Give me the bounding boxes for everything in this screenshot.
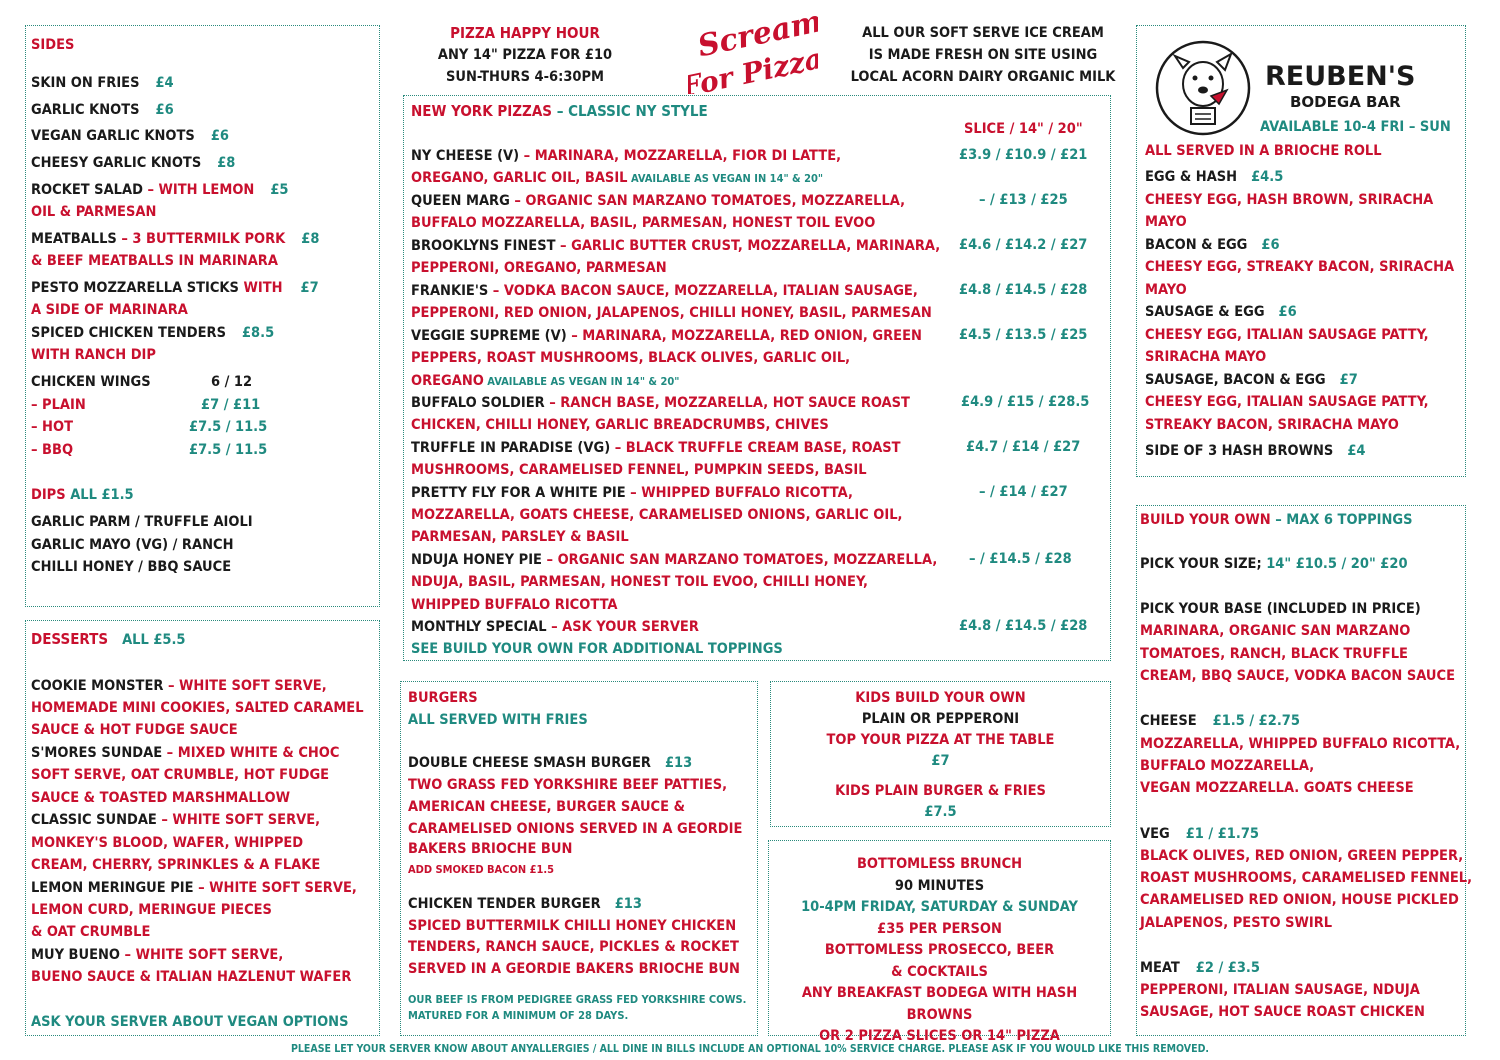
pizza-price: £4.8 / £14.5 / £28 (959, 618, 1088, 634)
item-description: SAUCE & TOASTED MARSHMALLOW (31, 790, 290, 806)
pizza-price: – / £13 / £25 (979, 192, 1068, 208)
base-options: MARINARA, ORGANIC SAN MARZANO (1140, 623, 1411, 639)
burgers-section (400, 681, 758, 1036)
topping-list: VEGAN MOZZARELLA. GOATS CHEESE (1140, 780, 1414, 796)
kids-line: TOP YOUR PIZZA AT THE TABLE (826, 732, 1055, 748)
logo-graphic (688, 8, 818, 94)
item-description: SPICED BUTTERMILK CHILLI HONEY CHICKEN (408, 918, 737, 934)
item-description: OREGANO, GARLIC OIL, BASIL AVAILABLE AS VEGAN IN 14" & 20" (411, 170, 824, 186)
pizza-item: BUFFALO SOLDIER – RANCH BASE, MOZZARELLA, HOT SAUCE ROAST (411, 395, 910, 411)
item-description: SOFT SERVE, OAT CRUMBLE, HOT FUDGE (31, 767, 330, 783)
wings-price: £7 / £11 (201, 397, 261, 413)
ice-cream-note (838, 22, 1128, 88)
dessert-item: CLASSIC SUNDAE – WHITE SOFT SERVE, (31, 812, 321, 828)
ice-cream-line: LOCAL ACORN DAIRY ORGANIC MILK (850, 69, 1116, 85)
item-description: STREAKY BACON, SRIRACHA MAYO (1145, 417, 1399, 433)
dessert-item: COOKIE MONSTER – WHITE SOFT SERVE, (31, 678, 327, 694)
size-option: PICK YOUR SIZE; 14" £10.5 / 20" £20 (1140, 556, 1408, 572)
brunch-line: BOTTOMLESS PROSECCO, BEER (824, 942, 1055, 958)
dips-heading: DIPS ALL £1.5 (31, 487, 134, 503)
item-description: CHICKEN, CHILLI HONEY, GARLIC BREADCRUMBS, CHIVES (411, 417, 829, 433)
pizza-price: £3.9 / £10.9 / £21 (959, 147, 1088, 163)
item-description: MAYO (1145, 282, 1187, 298)
menu-item: MEATBALLS – 3 BUTTERMILK PORK £8 (31, 231, 320, 247)
sides-title: SIDES (31, 37, 75, 53)
item-description: MAYO (1145, 214, 1187, 230)
item-description: TWO GRASS FED YORKSHIRE BEEF PATTIES, (408, 777, 728, 793)
topping-category: VEG £1 / £1.75 (1140, 826, 1259, 842)
build-heading: BUILD YOUR OWN – MAX 6 TOPPINGS (1140, 512, 1413, 528)
topping-category: MEAT £2 / £3.5 (1140, 960, 1260, 976)
item-description: PARMESAN, PARSLEY & BASIL (411, 529, 629, 545)
add-on-note: ADD SMOKED BACON £1.5 (408, 863, 555, 876)
pizza-price: £4.8 / £14.5 / £28 (959, 282, 1088, 298)
menu-item: CHEESY GARLIC KNOTS £8 (31, 155, 236, 171)
item-description: AMERICAN CHEESE, BURGER SAUCE & (408, 799, 685, 815)
item-description: OREGANO AVAILABLE AS VEGAN IN 14" & 20" (411, 373, 680, 389)
happy-hour-title: PIZZA HAPPY HOUR (450, 24, 600, 42)
wings-sizes: 6 / 12 (211, 374, 253, 390)
topping-list: CARAMELISED RED ONION, HOUSE PICKLED (1140, 892, 1459, 908)
item-description: CREAM, CHERRY, SPRINKLES & A FLAKE (31, 857, 321, 873)
item-description: & OAT CRUMBLE (31, 924, 151, 940)
item-description: OIL & PARMESAN (31, 204, 157, 220)
bodega-item: BACON & EGG £6 (1145, 237, 1280, 253)
kids-title: KIDS BUILD YOUR OWN (855, 690, 1026, 706)
topping-list: BUFFALO MOZZARELLA, (1140, 758, 1315, 774)
item-description: A SIDE OF MARINARA (31, 302, 188, 318)
item-description: & BEEF MEATBALLS IN MARINARA (31, 253, 278, 269)
footer-note: PLEASE LET YOUR SERVER KNOW ABOUT ANYALLERGIES / ALL DINE IN BILLS INCLUDE AN OPTIONAL 10% SERVICE CHARGE. PLEASE ASK IF YOU WOULD LIKE THIS REMOVED. (290, 1043, 1210, 1055)
dessert-item: S'MORES SUNDAE – MIXED WHITE & CHOC (31, 745, 340, 761)
item-description: PEPPERS, ROAST MUSHROOMS, BLACK OLIVES, GARLIC OIL, (411, 350, 851, 366)
topping-category: CHEESE £1.5 / £2.75 (1140, 713, 1300, 729)
pizza-item: NDUJA HONEY PIE – ORGANIC SAN MARZANO TOMATOES, MOZZARELLA, (411, 552, 938, 568)
pizza-price: – / £14 / £27 (979, 484, 1068, 500)
item-description: WITH RANCH DIP (31, 347, 156, 363)
menu-item: GARLIC KNOTS £6 (31, 102, 174, 118)
dips-line: GARLIC MAYO (VG) / RANCH (31, 537, 234, 553)
happy-hour-offer: ANY 14" PIZZA FOR £10 (437, 47, 613, 63)
menu-item: SKIN ON FRIES £4 (31, 75, 174, 91)
item-description: MOZZARELLA, GOATS CHEESE, CARAMELISED ONIONS, GARLIC OIL, (411, 507, 903, 523)
logo (688, 8, 818, 94)
beef-note: OUR BEEF IS FROM PEDIGREE GRASS FED YORKSHIRE COWS. (408, 993, 747, 1006)
build-own-note: SEE BUILD YOUR OWN FOR ADDITIONAL TOPPINGS (411, 641, 783, 657)
pizza-sizes-header: SLICE / 14" / 20" (964, 121, 1083, 137)
dog-logo-icon (1153, 38, 1253, 138)
bodega-section (1136, 25, 1466, 477)
item-description: CHEESY EGG, ITALIAN SAUSAGE PATTY, (1145, 327, 1429, 343)
topping-list: ROAST MUSHROOMS, CARAMELISED FENNEL, (1140, 870, 1473, 886)
beef-note: MATURED FOR A MINIMUM OF 28 DAYS. (408, 1009, 629, 1022)
item-description: SAUCE & HOT FUDGE SAUCE (31, 722, 238, 738)
item-description: SERVED IN A GEORDIE BAKERS BRIOCHE BUN (408, 961, 740, 977)
happy-hour-block (410, 22, 640, 88)
topping-list: SAUSAGE, HOT SAUCE ROAST CHICKEN (1140, 1004, 1425, 1020)
pizza-item: MONTHLY SPECIAL – ASK YOUR SERVER (411, 619, 699, 635)
item-description: BUFFALO MOZZARELLA, BASIL, PARMESAN, HONEST TOIL EVOO (411, 215, 876, 231)
ice-cream-line: IS MADE FRESH ON SITE USING (868, 47, 1098, 63)
item-description: MUSHROOMS, CARAMELISED FENNEL, PUMPKIN SEEDS, BASIL (411, 462, 867, 478)
pizza-item: FRANKIE'S – VODKA BACON SAUCE, MOZZARELLA, ITALIAN SAUSAGE, (411, 283, 918, 299)
dessert-item: LEMON MERINGUE PIE – WHITE SOFT SERVE, (31, 880, 357, 896)
pizzas-section (403, 95, 1111, 661)
pizza-item: TRUFFLE IN PARADISE (VG) – BLACK TRUFFLE CREAM BASE, ROAST (411, 440, 901, 456)
item-description: CHEESY EGG, ITALIAN SAUSAGE PATTY, (1145, 394, 1429, 410)
topping-list: JALAPENOS, PESTO SWIRL (1140, 915, 1333, 931)
wings-option: – BBQ (31, 442, 74, 458)
item-description: HOMEMADE MINI COOKIES, SALTED CARAMEL (31, 700, 364, 716)
kids-price: £7.5 (924, 804, 957, 820)
bodega-availability: AVAILABLE 10-4 FRI – SUN (1260, 119, 1451, 135)
item-description: CHEESY EGG, HASH BROWN, SRIRACHA (1145, 192, 1434, 208)
kids-line: KIDS PLAIN BURGER & FRIES (835, 783, 1046, 799)
brunch-section (768, 840, 1111, 1044)
pizza-price: £4.5 / £13.5 / £25 (959, 327, 1088, 343)
base-options: TOMATOES, RANCH, BLACK TRUFFLE (1140, 646, 1408, 662)
bodega-item: SIDE OF 3 HASH BROWNS £4 (1145, 443, 1366, 459)
pizza-price: – / £14.5 / £28 (969, 551, 1072, 567)
item-description: WHIPPED BUFFALO RICOTTA (411, 597, 618, 613)
kids-section (770, 681, 1111, 827)
pizza-item: NY CHEESE (V) – MARINARA, MOZZARELLA, FIOR DI LATTE, (411, 148, 842, 164)
pizza-item: QUEEN MARG – ORGANIC SAN MARZANO TOMATOES, MOZZARELLA, (411, 193, 906, 209)
topping-list: MOZZARELLA, WHIPPED BUFFALO RICOTTA, (1140, 736, 1461, 752)
item-description: PEPPERONI, OREGANO, PARMESAN (411, 260, 667, 276)
item-description: BUENO SAUCE & ITALIAN HAZLENUT WAFER (31, 969, 352, 985)
kids-price: £7 (931, 753, 950, 769)
pizza-item: BROOKLYNS FINEST – GARLIC BUTTER CRUST, MOZZARELLA, MARINARA, (411, 238, 941, 254)
item-description: CARAMELISED ONIONS SERVED IN A GEORDIE (408, 821, 743, 837)
desserts-section (25, 620, 380, 1036)
svg-text:For Pizza: For Pizza (688, 41, 818, 94)
brunch-line: OR 2 PIZZA SLICES OR 14" PIZZA (819, 1028, 1060, 1044)
topping-list: PEPPERONI, ITALIAN SAUSAGE, NDUJA (1140, 982, 1420, 998)
item-description: MONKEY'S BLOOD, WAFER, WHIPPED (31, 835, 304, 851)
brunch-line: £35 PER PERSON (877, 920, 1002, 937)
bodega-brand: REUBEN'S (1265, 61, 1416, 92)
build-own-section (1136, 505, 1473, 1036)
burger-item: CHICKEN TENDER BURGER £13 (408, 896, 642, 912)
pizza-item: VEGGIE SUPREME (V) – MARINARA, MOZZARELLA, RED ONION, GREEN (411, 328, 922, 344)
burger-item: DOUBLE CHEESE SMASH BURGER £13 (408, 755, 693, 771)
bodega-item: EGG & HASH £4.5 (1145, 169, 1284, 185)
topping-list: BLACK OLIVES, RED ONION, GREEN PEPPER, (1140, 848, 1464, 864)
item-description: LEMON CURD, MERINGUE PIECES (31, 902, 272, 918)
menu-item: ROCKET SALAD – WITH LEMON £5 (31, 182, 289, 198)
bodega-subbrand: BODEGA BAR (1290, 93, 1401, 111)
item-description: NDUJA, BASIL, PARMESAN, HONEST TOIL EVOO, CHILLI HONEY, (411, 574, 868, 590)
bodega-served: ALL SERVED IN A BRIOCHE ROLL (1145, 143, 1382, 159)
desserts-heading: DESSERTS ALL £5.5 (31, 630, 186, 648)
brunch-title: BOTTOMLESS BRUNCH (856, 856, 1023, 872)
wings-option: – PLAIN (31, 397, 86, 413)
item-description: SRIRACHA MAYO (1145, 349, 1267, 365)
bodega-item: SAUSAGE & EGG £6 (1145, 304, 1297, 320)
pizzas-heading: NEW YORK PIZZAS – CLASSIC NY STYLE (411, 102, 708, 120)
wings-name: CHICKEN WINGS (31, 374, 151, 390)
bodega-item: SAUSAGE, BACON & EGG £7 (1145, 372, 1358, 388)
base-label: PICK YOUR BASE (INCLUDED IN PRICE) (1140, 601, 1421, 617)
pizza-item: PRETTY FLY FOR A WHITE PIE – WHIPPED BUFFALO RICOTTA, (411, 485, 853, 501)
wings-option: – HOT (31, 419, 73, 435)
item-description: TENDERS, RANCH SAUCE, PICKLES & ROCKET (408, 939, 739, 955)
item-description: CHEESY EGG, STREAKY BACON, SRIRACHA (1145, 259, 1455, 275)
item-description: BAKERS BRIOCHE BUN (408, 841, 573, 857)
menu-item: PESTO MOZZARELLA STICKS WITH £7 (31, 280, 319, 296)
happy-hour-times: SUN-THURS 4-6:30PM (445, 69, 605, 85)
brunch-line: 10-4PM FRIDAY, SATURDAY & SUNDAY (801, 899, 1078, 915)
kids-line: PLAIN OR PEPPERONI (861, 711, 1020, 727)
base-options: CREAM, BBQ SAUCE, VODKA BACON SAUCE (1140, 668, 1456, 684)
brunch-line: 90 MINUTES (894, 877, 985, 894)
sides-section (25, 25, 380, 607)
brunch-line: & COCKTAILS (891, 963, 988, 980)
dessert-item: MUY BUENO – WHITE SOFT SERVE, (31, 947, 284, 963)
burgers-title: BURGERS (408, 690, 478, 706)
wings-price: £7.5 / 11.5 (189, 442, 268, 458)
wings-price: £7.5 / 11.5 (189, 419, 268, 435)
dips-line: GARLIC PARM / TRUFFLE AIOLI (31, 514, 253, 530)
vegan-note: ASK YOUR SERVER ABOUT VEGAN OPTIONS (31, 1014, 349, 1030)
menu-item: VEGAN GARLIC KNOTS £6 (31, 128, 229, 144)
ice-cream-line: ALL OUR SOFT SERVE ICE CREAM (862, 25, 1104, 41)
brunch-line: ANY BREAKFAST BODEGA WITH HASH BROWNS (801, 985, 1078, 1023)
burgers-subtitle: ALL SERVED WITH FRIES (408, 712, 588, 728)
dips-line: CHILLI HONEY / BBQ SAUCE (31, 559, 232, 575)
item-description: PEPPERONI, RED ONION, JALAPENOS, CHILLI HONEY, BASIL, PARMESAN (411, 305, 932, 321)
pizza-price: £4.7 / £14 / £27 (966, 439, 1081, 455)
svg-text:I Scream: I Scream (688, 8, 818, 70)
pizza-price: £4.6 / £14.2 / £27 (959, 237, 1088, 253)
menu-item: SPICED CHICKEN TENDERS £8.5 (31, 325, 275, 341)
pizza-price: £4.9 / £15 / £28.5 (961, 394, 1090, 410)
